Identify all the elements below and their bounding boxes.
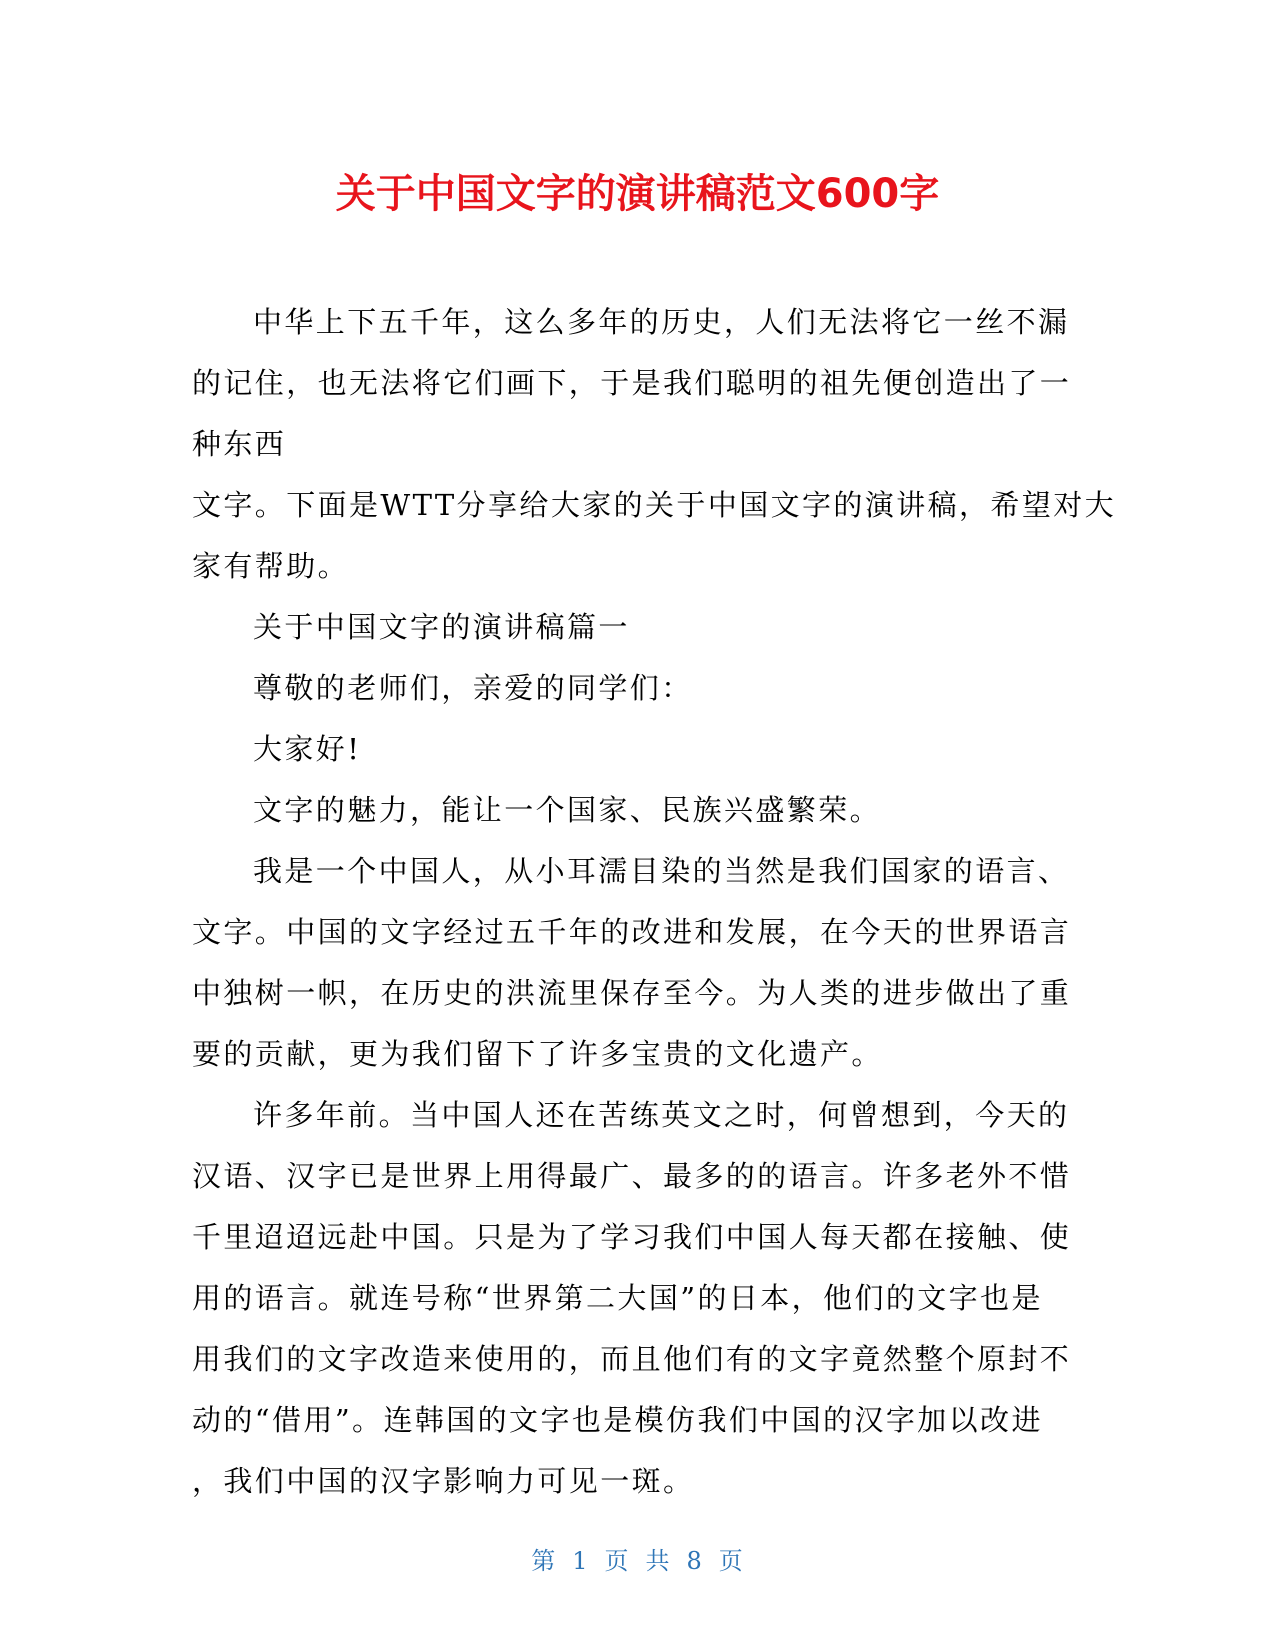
footer-label-page: 第 [531, 1547, 557, 1575]
section-heading: 关于中国文字的演讲稿篇一 [253, 610, 630, 644]
footer-label-total: 共 [645, 1547, 671, 1575]
text-line: 汉语、汉字已是世界上用得最广、最多的的语言。许多老外不惜 [192, 1159, 1072, 1193]
text-line: 种东西 [192, 427, 287, 461]
text-line: 的记住，也无法将它们画下，于是我们聪明的祖先便创造出了一 [192, 366, 1072, 400]
text-line: 文字的魅力，能让一个国家、民族兴盛繁荣。 [253, 793, 882, 827]
total-pages-number: 8 [686, 1547, 703, 1575]
text-line: 我是一个中国人，从小耳濡目染的当然是我们国家的语言、 [253, 854, 1070, 888]
text-line: 家有帮助。 [192, 549, 350, 583]
current-page-number: 1 [572, 1547, 589, 1575]
footer-label-unit: 页 [604, 1547, 630, 1575]
text-line: ，我们中国的汉字影响力可见一斑。 [192, 1464, 695, 1498]
text-line: 中独树一帜，在历史的洪流里保存至今。为人类的进步做出了重 [192, 976, 1072, 1010]
text-line: 千里迢迢远赴中国。只是为了学习我们中国人每天都在接触、使 [192, 1220, 1072, 1254]
text-line: 许多年前。当中国人还在苦练英文之时，何曾想到，今天的 [253, 1098, 1070, 1132]
text-line: 要的贡献，更为我们留下了许多宝贵的文化遗产。 [192, 1037, 883, 1071]
text-line: 中华上下五千年，这么多年的历史，人们无法将它一丝不漏 [253, 305, 1070, 339]
document-title: 关于中国文字的演讲稿范文600字 [335, 171, 940, 217]
page-footer [0, 1546, 1275, 1576]
footer-label-unit-2: 页 [718, 1547, 744, 1575]
text-line: 用我们的文字改造来使用的，而且他们有的文字竟然整个原封不 [192, 1342, 1072, 1376]
text-line: 用的语言。就连号称“世界第二大国”的日本，他们的文字也是 [192, 1281, 1043, 1315]
text-line: 文字。下面是WTT分享给大家的关于中国文字的演讲稿，希望对大 [192, 488, 1117, 522]
greeting: 大家好! [253, 732, 362, 766]
salutation: 尊敬的老师们，亲爱的同学们： [253, 671, 693, 705]
document-body [192, 292, 1117, 1512]
text-line: 文字。中国的文字经过五千年的改进和发展，在今天的世界语言 [192, 915, 1072, 949]
text-line: 动的“借用”。连韩国的文字也是模仿我们中国的汉字加以改进 [192, 1403, 1043, 1437]
